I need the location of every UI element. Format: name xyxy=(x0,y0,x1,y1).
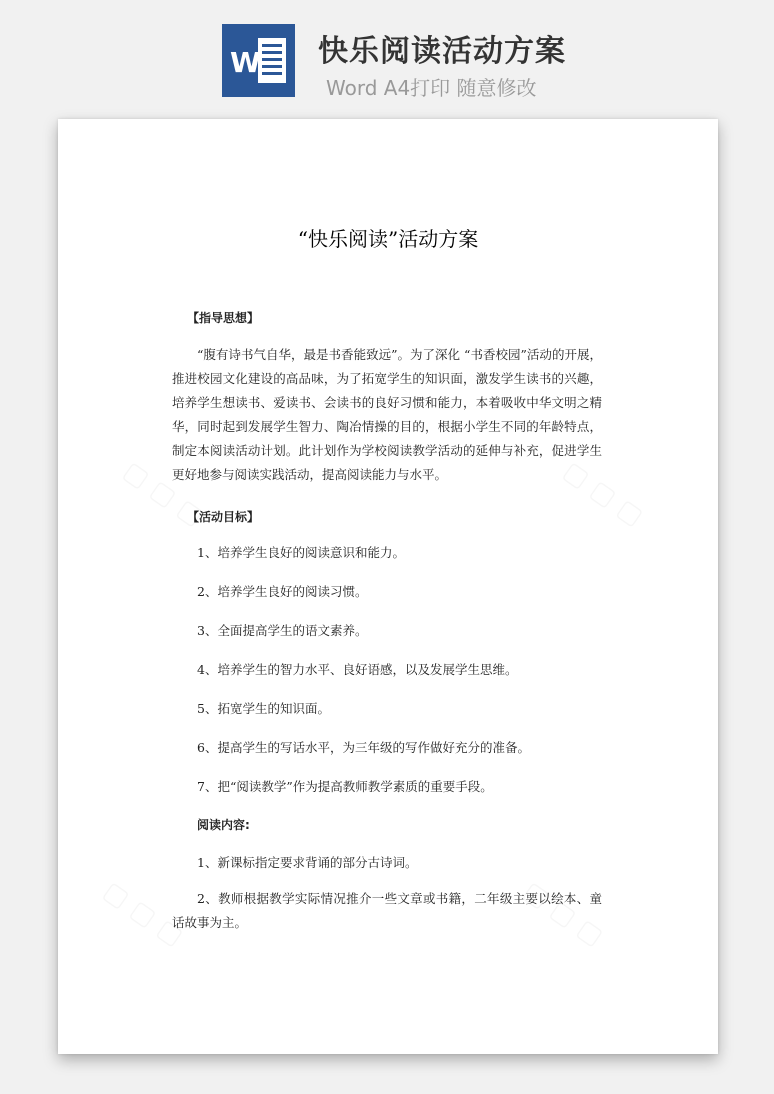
goal-item: 1、培养学生良好的阅读意识和能力。 xyxy=(197,545,405,560)
header-banner xyxy=(0,0,774,110)
word-logo-letter: W xyxy=(230,46,261,79)
goal-item: 5、拓宽学生的知识面。 xyxy=(197,701,330,716)
content-item: 1、新课标指定要求背诵的部分古诗词。 xyxy=(197,855,418,870)
banner-subtitle: Word A4打印 随意修改 xyxy=(326,76,537,100)
goal-item: 7、把“阅读教学”作为提高教师教学素质的重要手段。 xyxy=(197,779,493,794)
section-heading-content: 阅读内容: xyxy=(197,818,250,832)
guiding-paragraph: “腹有诗书气自华，最是书香能致远”。为了深化 “书香校园”活动的开展，推进校园文化建设的高品味，为了拓宽学生的知识面，激发学生读书的兴趣，培养学生想读书、爱读书、会读书的良好习惯和能力，本着吸收中华文明之精华，同时起到发展学生智力、陶冶情操的目的，根据小学生不同的年龄特点，制定本阅读活动计划。此计划作为学校阅读教学活动的延伸与补充，促进学生更好地参与阅读实践活动，提高阅读能力与水平。 xyxy=(172,347,602,482)
content-item: 2、教师根据教学实际情况推介一些文章或书籍，二年级主要以绘本、童话故事为主。 xyxy=(172,891,602,930)
goal-item: 3、全面提高学生的语文素养。 xyxy=(197,623,368,638)
goal-item: 2、培养学生良好的阅读习惯。 xyxy=(197,584,368,599)
goal-item: 4、培养学生的智力水平、良好语感，以及发展学生思维。 xyxy=(197,662,518,677)
goal-item: 6、提高学生的写话水平，为三年级的写作做好充分的准备。 xyxy=(197,740,530,755)
document-page xyxy=(58,119,718,1054)
document-title: “快乐阅读”活动方案 xyxy=(297,227,479,251)
banner-title: 快乐阅读活动方案 xyxy=(318,34,566,69)
word-icon xyxy=(222,24,295,97)
section-heading-goals: 【活动目标】 xyxy=(187,510,260,524)
section-heading-guiding: 【指导思想】 xyxy=(187,311,260,325)
